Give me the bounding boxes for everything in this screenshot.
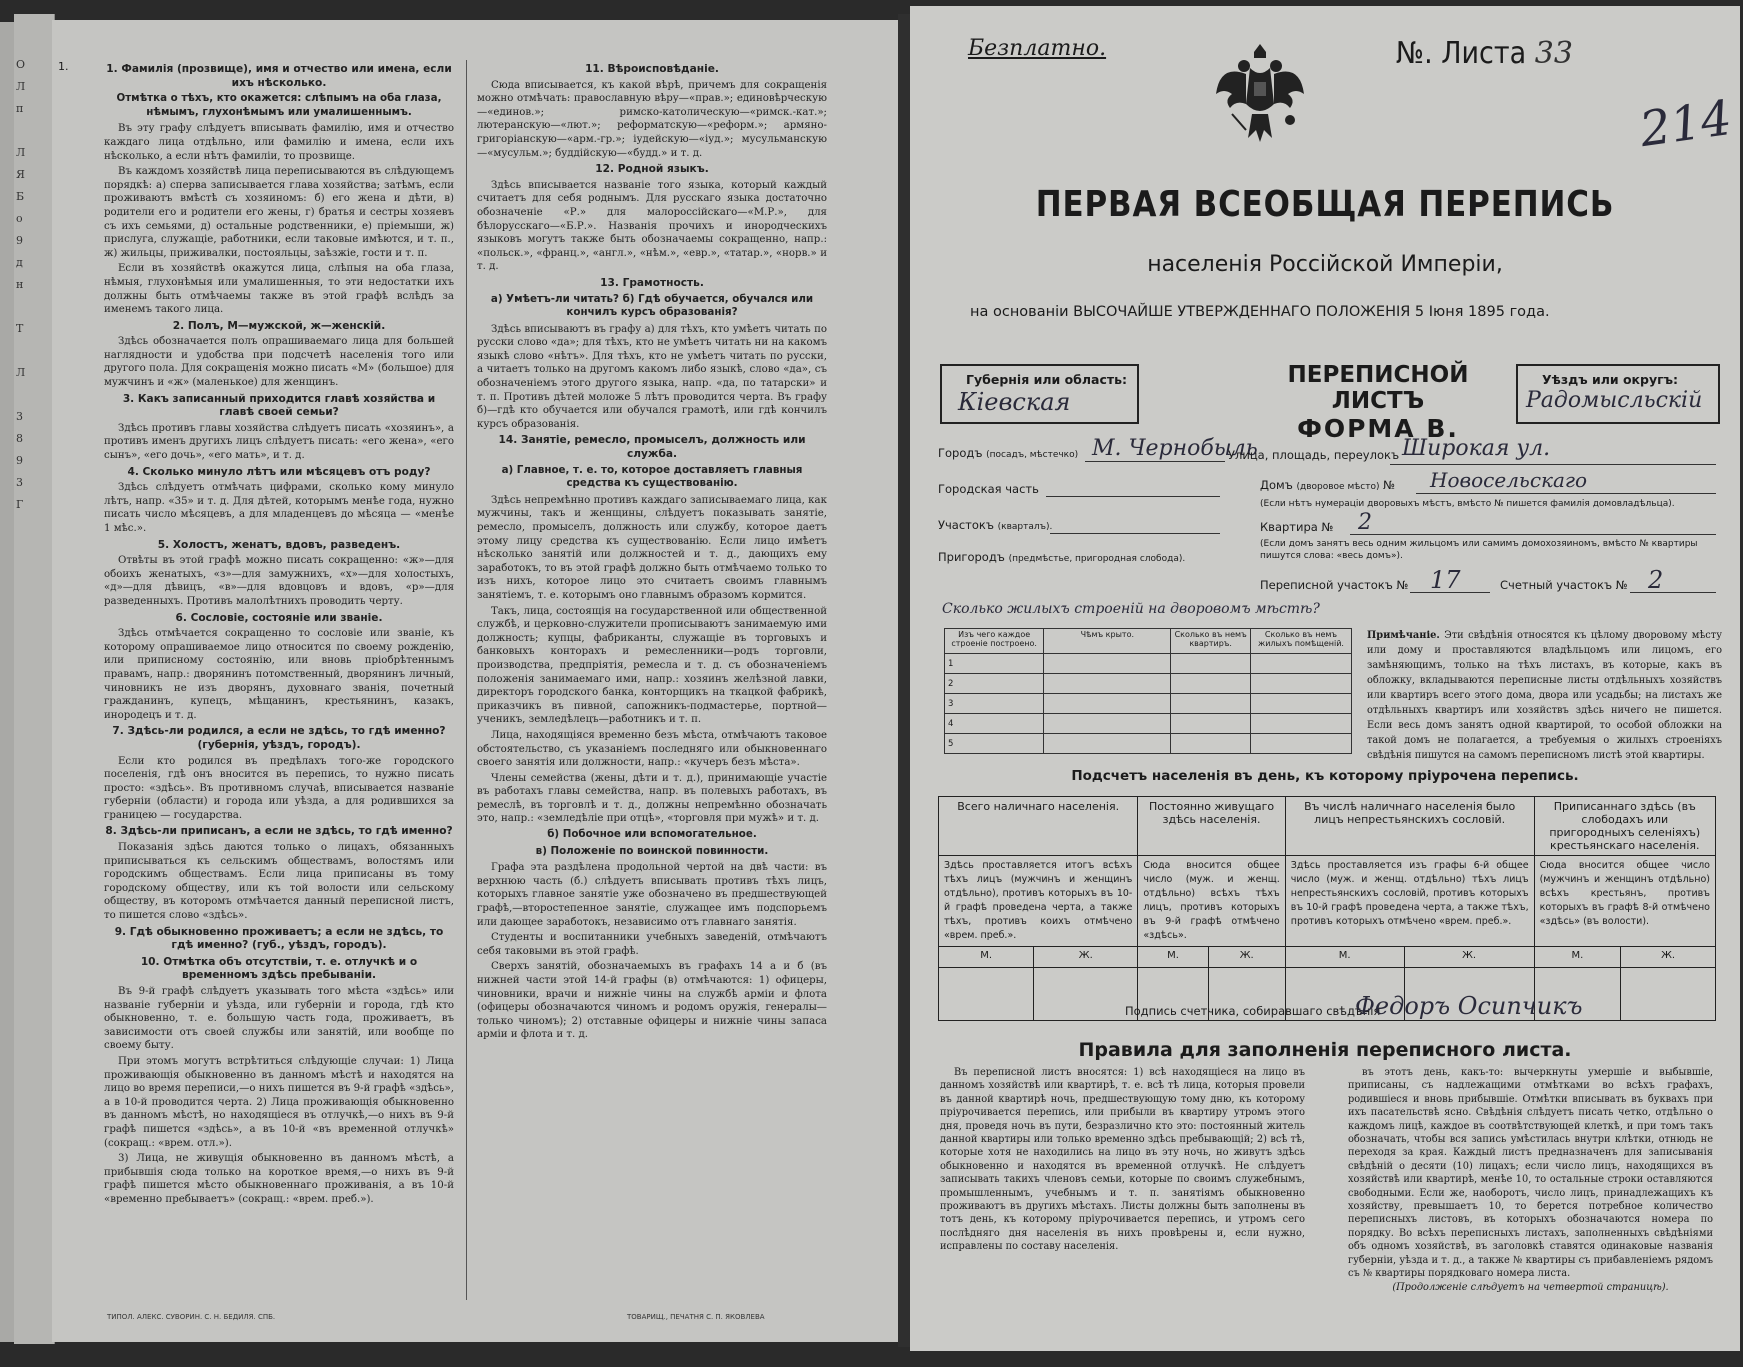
section-heading: 10. Отмѣтка объ отсутствіи, т. е. отлучкѣ и о временномъ здѣсь пребываніи.	[140, 955, 418, 982]
instruction-paragraph: Такъ, лица, состоящія на государственной или общественной службѣ, и церковно-служители прописываютъ занимаемую ими должность; купцы, фабриканты, служащіе въ торговыхъ и банковыхъ конторахъ и ремесленники—родъ торговли, производства, предпріятія, ремесла и т. д. съ обозначеніемъ положенія занимаемаго ими, напр.: хозяинъ желѣзной лавки, директоръ городского банка, конторщикъ на ткацкой фабрикѣ, приказчикъ въ пивной, сапожникъ-подмастерье, портной—ученикъ, земледѣлецъ—работникъ и т. п.	[477, 605, 827, 726]
male-column-label: М.	[1138, 947, 1208, 968]
buildings-cell: 1	[945, 654, 1044, 674]
buildings-row	[945, 714, 1352, 734]
margin-character: п	[16, 102, 24, 115]
sheet-number-value: 33	[1534, 36, 1573, 71]
street-value: Широкая ул.	[1402, 436, 1551, 461]
suburb-small: (предмѣстье, пригородная слобода).	[1008, 554, 1186, 564]
buildings-table	[944, 628, 1352, 754]
buildings-cell	[1251, 714, 1352, 734]
summary-description-cell: Сюда вносится общее число (муж. и женщ. отдѣльно) всѣхъ тѣхъ лицъ, противъ которыхъ въ 9-й графѣ отмѣчено «здѣсь».	[1138, 856, 1285, 947]
form-title	[1248, 362, 1508, 443]
archive-number-handwritten: 214	[1636, 89, 1736, 159]
census-basis: на основаніи ВЫСОЧАЙШЕ УТВЕРЖДЕННАГО ПОЛОЖЕНІЯ 5 Іюня 1895 года.	[970, 304, 1550, 320]
section-heading: 8. Здѣсь-ли приписанъ, а если не здѣсь, то гдѣ именно?	[105, 825, 453, 838]
buildings-cell: 2	[945, 674, 1044, 694]
buildings-cell	[1044, 694, 1171, 714]
rules-column-2	[1348, 1066, 1713, 1326]
column-divider	[466, 60, 467, 1300]
instruction-paragraph: Лица, находящіяся временно безъ мѣста, отмѣчаютъ таковое обстоятельство, съ указаніемъ последняго или обыкновеннаго своего занятія или должности, напр.: «кучеръ безъ мѣста».	[477, 729, 827, 769]
left-page-instructions	[52, 20, 901, 1342]
margin-character	[16, 340, 25, 362]
sheet-number-label: №. Листа	[1396, 36, 1527, 71]
note-text: Эти свѣдѣнія относятся къ цѣлому дворовому мѣсту или дому и проставляются владѣльцомъ или лицомъ, его замѣняющимъ, только на тѣхъ листахъ, въ которые, какъ въ обложку, вкладываются переписные листы отдѣльныхъ хозяйствъ или квартиръ всего этого дома, двора или усадьбы; на листахъ же отдѣльныхъ квартиръ или хозяйствъ здѣсь ничего не пишется. Если весь домъ занятъ одной квартирой, то особой обложки на такой домъ не полагается, а требуемыя о жилыхъ строеніяхъ свѣдѣнія пишутся на самомъ переписномъ листѣ этой квартиры.	[1367, 630, 1722, 761]
margin-character: о	[16, 212, 23, 225]
buildings-row	[945, 694, 1352, 714]
section-subheading: в) Положеніе по воинской повинности.	[535, 844, 769, 857]
instruction-paragraph: Въ 9-й графѣ слѣдуетъ указывать того мѣста «здѣсь» или названіе губерніи и уѣзда, или губерніи и города, гдѣ кто обыкновенно, т. е. большую часть года, проживаетъ, въ зависимости отъ своей службы или занятій, или вообще по своему быту.	[104, 986, 454, 1052]
house-note: (Если нѣтъ нумераціи дворовыхъ мѣстъ, вмѣсто № пишется фамилія домовладѣльца).	[1260, 499, 1675, 509]
rules-title: Правила для заполненія переписного листа.	[1078, 1039, 1572, 1061]
city-part-label: Городская часть	[938, 482, 1039, 496]
margin-character: 8	[16, 432, 23, 445]
female-column-label: Ж.	[1034, 947, 1138, 968]
note-head: Примѣчаніе.	[1367, 630, 1440, 641]
instruction-paragraph: Если въ хозяйствѣ окажутся лица, слѣпыя на оба глаза, нѣмыя, глухонѣмыя или умалишенныя, то эти недостатки ихъ должны быть отмѣчаемы также въ этой графѣ вслѣдъ за именемъ такого лица.	[104, 263, 454, 316]
section-heading: 13. Грамотность.	[600, 276, 704, 289]
margin-character: Г	[16, 498, 24, 511]
buildings-header-cell: Сколько въ немъ квартиръ.	[1171, 629, 1251, 654]
instruction-paragraph: Отвѣты въ этой графѣ можно писать сокращенно: «ж»—для обоихъ женатыхъ, «з»—для замужнихъ, «х»—для холостыхъ, «д»—для дѣвицъ, «в»—для вдовцовъ и вдовъ, «р»—для разведенныхъ. Противъ малолѣтнихъ проводить черту.	[104, 555, 454, 607]
rules-continued: (Продолженіе слѣдуетъ на четвертой страницѣ).	[1392, 1281, 1669, 1293]
female-column-label: Ж.	[1208, 947, 1285, 968]
male-column-label: М.	[1534, 947, 1621, 968]
buildings-row	[945, 734, 1352, 754]
buildings-cell	[1171, 654, 1251, 674]
buildings-cell	[1251, 674, 1352, 694]
city-underline	[1085, 461, 1225, 462]
female-column-label: Ж.	[1621, 947, 1716, 968]
gubernia-value: Кіевская	[958, 388, 1071, 416]
free-label: Безплатно.	[968, 36, 1107, 61]
house-no: №	[1383, 478, 1396, 492]
buildings-cell	[1171, 674, 1251, 694]
buildings-cell	[1044, 734, 1171, 754]
street-underline	[1390, 464, 1716, 465]
summary-value-cell	[1034, 968, 1138, 1021]
section-heading: 9. Гдѣ обыкновенно проживаетъ; а если не здѣсь, то гдѣ именно? (губ., уѣздъ, городъ).	[114, 925, 444, 952]
summary-header-cell: Всего наличнаго населенія.	[939, 797, 1138, 856]
census-area-label: Переписной участокъ №	[1260, 578, 1409, 592]
city-part-underline	[1046, 496, 1220, 497]
instruction-paragraph: Здѣсь противъ главы хозяйства слѣдуетъ писать «хозяинъ», а противъ именъ другихъ лицъ слѣдуетъ писать: «его жена», «его сынъ», «его дочь», «его мать», и т. д.	[104, 422, 454, 462]
margin-character	[16, 120, 25, 142]
instruction-paragraph: Здѣсь вписывается названіе того языка, который каждый считаетъ для себя роднымъ. Для русскаго языка достаточно обозначеніе «Р.» для малороссійскаго—«М.Р.», для бѣлорусскаго—«Б.Р.». Названія прочихъ и инородческихъ языковъ могутъ также быть обозначаемы сокращенно, напр.: «польск.», «франц.», «англ.», «нѣм.», «евр.», «татар.», «норв.» и т. д.	[477, 179, 827, 273]
instruction-paragraph: Здѣсь непремѣнно противъ каждаго записываемаго лица, как мужчины, такъ и женщины, слѣдуетъ показывать занятіе, ремесло, промыселъ, должность или службу, которое даетъ этому лицу средства къ существованію. Если лицо имѣетъ нѣсколько занятій или должностей и т. д., дающихъ ему заработокъ, то въ этой графѣ должно быть отмѣчаемо только то изъ нихъ, которое лицо это считаетъ своимъ главнымъ занятіемъ, т. е. которымъ оно главнымъ образомъ кормится.	[477, 494, 827, 601]
instruction-paragraph: Въ эту графу слѣдуетъ вписывать фамилію, имя и отчество каждаго лица отдѣльно, или фамилію и имена, если ихъ нѣсколько, а если нѣтъ фамиліи, то прозвище.	[104, 123, 454, 162]
buildings-cell	[1044, 654, 1171, 674]
cut-margin-characters	[16, 54, 25, 516]
section-heading: 14. Занятіе, ремесло, промыселъ, должность или служба.	[498, 434, 806, 461]
section-heading: 12. Родной языкъ.	[595, 163, 709, 176]
margin-character: н	[16, 278, 24, 291]
instruction-paragraph: Студенты и воспитанники учебныхъ заведеній, отмѣчаютъ себя таковыми въ этой графѣ.	[477, 932, 827, 957]
margin-character: О	[16, 58, 26, 71]
buildings-cell	[1251, 694, 1352, 714]
right-page-census-form	[910, 6, 1740, 1351]
count-area-label: Счетный участокъ №	[1500, 578, 1628, 592]
margin-character: 9	[16, 234, 23, 247]
instruction-paragraph: Здѣсь обозначается полъ опрашиваемаго лица для большей наглядности и удобства при подсчетѣ населенія того или другого пола. Для сокращенія можно писать «М» (большое) для мужчинъ и «ж» (маленькое) для женщинъ.	[104, 336, 454, 389]
double-headed-eagle-emblem	[1210, 34, 1310, 154]
summary-header-cell: Приписаннаго здѣсь (въ слободахъ или пригородныхъ селеніяхъ) крестьянскаго населенія.	[1534, 797, 1715, 856]
buildings-header-cell: Чѣмъ крыто.	[1044, 629, 1171, 654]
margin-character: 9	[16, 454, 23, 467]
gubernia-box	[940, 364, 1139, 424]
form-title-line2: ФОРМА В.	[1297, 414, 1459, 443]
instruction-paragraph: Здѣсь отмѣчается сокращенно то сословіе или званіе, къ которому опрашиваемое лицо относится по своему рожденію, или приписному состоянію, или вновь пріобрѣтеннымъ правамъ, напр.: дворянинъ потомственный, дворянинъ личный, чиновникъ не изъ дворянъ, духовнаго званія, почетный гражданинъ, купецъ, мѣщанинъ, крестьянинъ, казакъ, инородецъ и т. д.	[104, 628, 454, 721]
buildings-cell	[1044, 674, 1171, 694]
female-column-label: Ж.	[1404, 947, 1534, 968]
quarter-small: (кварталъ).	[997, 522, 1053, 532]
uezd-label: Уѣздъ или округъ:	[1542, 372, 1679, 387]
margin-character: Т	[16, 322, 24, 335]
summary-description-cell: Здѣсь проставляется итогъ всѣхъ тѣхъ лицъ (мужчинъ и женщинъ отдѣльно), противъ которыхъ въ 10-й графѣ проведена черта, а также тѣхъ, противъ коихъ отмѣчено «врем. преб.».	[939, 856, 1138, 947]
section-heading: 3. Какъ записанный приходится главѣ хозяйства и главѣ своей семьи?	[122, 392, 436, 419]
census-area-value: 17	[1430, 566, 1461, 594]
male-column-label: М.	[1285, 947, 1404, 968]
margin-character: Л	[16, 146, 26, 159]
instruction-paragraph: Сверхъ занятій, обозначаемыхъ въ графахъ 14 а и б (въ нижней части этой 14-й графы (в) отмѣчаются: 1) офицеры, чиновники, врачи и нижніе чины на службѣ арміи и флота (офицеры обозначаются чиномъ и родомъ оружія, генералы—только чиномъ); 2) отставные офицеры и нижніе чины запаса арміи и флота и т. д.	[477, 961, 827, 1041]
section-heading: 4. Сколько минуло лѣтъ или мѣсяцевъ отъ роду?	[127, 465, 431, 478]
instruction-paragraph: Показанія здѣсь даются только о лицахъ, обязанныхъ приписываться къ сельскимъ обществамъ, волостямъ или городскимъ обществамъ. Если лица приписаны въ тому городскому обществу, или къ той волости или сельскому обществу, въ которомъ отмѣчается данный переписной листъ, то пишется слово «здѣсь».	[104, 842, 454, 922]
buildings-cell	[1171, 694, 1251, 714]
buildings-row	[945, 654, 1352, 674]
instruction-paragraph: Въ каждомъ хозяйствѣ лица переписываются въ слѣдующемъ порядкѣ: а) сперва записывается глава хозяйства; затѣмъ, если проживаютъ вмѣстѣ съ хозяиномъ: б) его жена и дѣти, в) родители его и родители его жены, г) братья и сестры хозяевъ съ ихъ семьями, д) остальные родственники, е) пріемыши, ж) прислуга, служащіе, работники, если таковые имѣются, и т. п., ж) жильцы, приживалки, постояльцы, заѣзжіе, гости и т. п.	[104, 166, 454, 259]
buildings-cell	[1171, 734, 1251, 754]
buildings-cell	[1171, 714, 1251, 734]
house-small: (дворовое мѣсто)	[1296, 482, 1380, 492]
section-subheading: Отмѣтка о тѣхъ, кто окажется: слѣпымъ на оба глаза, нѣмымъ, глухонѣмымъ или умалишеннымъ.	[116, 92, 442, 118]
instructions-column-2	[477, 60, 827, 1300]
buildings-cell	[1044, 714, 1171, 734]
printer-imprint-left: ТИПОЛ. АЛЕКС. СУВОРИН. С. Н. БЕДИЛЯ. СПБ.	[107, 1313, 276, 1321]
page-stack-edge-2	[14, 14, 55, 1344]
summary-description-cell: Сюда вносится общее число (мужчинъ и женщинъ отдѣльно) всѣхъ крестьянъ, противъ которыхъ въ графѣ 8-й отмѣчено «здѣсь» (въ волости).	[1534, 856, 1715, 947]
summary-header-cell: Въ числѣ наличнаго населенія было лицъ непрестьянскихъ сословій.	[1285, 797, 1534, 856]
gubernia-label: Губернія или область:	[966, 372, 1128, 387]
section-subheading: а) Главное, т. е. то, которое доставляетъ главныя средства къ существованію.	[501, 463, 803, 490]
count-area-underline	[1630, 592, 1716, 593]
enumerator-signature: Федоръ Осипчикъ	[1355, 992, 1583, 1020]
male-column-label: М.	[939, 947, 1034, 968]
buildings-note	[1367, 628, 1722, 763]
count-area-value: 2	[1648, 566, 1664, 594]
buildings-cell	[1251, 734, 1352, 754]
section-subheading: б) Побочное или вспомогательное.	[547, 828, 757, 841]
house-field	[1260, 478, 1395, 492]
section-heading: 1. Фамилія (прозвище), имя и отчество или имена, если ихъ нѣсколько.	[106, 63, 452, 89]
rules-text-2: въ этотъ день, какъ-то: вычеркнуты умершіе и выбывшіе, приписаны, съ надлежащими отмѣтками во всѣхъ графахъ, родившіеся и вновь прибывшіе. Отмѣтки вписывать въ буквахъ при ихъ пасательствѣ ясно. Свѣдѣнія слѣдуетъ писать четко, отдѣльно о каждомъ лицѣ, каждое въ соотвѣтствующей клеткѣ, и при томъ такъ обозначать, чтобы вся запись умѣстилась внутри клѣтки, отнюдь не переходя за края. Каждый листъ предназначенъ для записыванія свѣдѣній о десяти (10) лицахъ; если число лицъ, находящихся въ хозяйствѣ или квартирѣ, менѣе 10, то остальные строки оставляются свободными. Если же, наоборотъ, число лицъ, принадлежащихъ къ хозяйству, превышаетъ 10, то берется потребное количество переписныхъ листовъ, въ которыхъ обозначаются номера по порядку. Во всѣхъ переписныхъ листахъ, заполненныхъ свѣдѣніями объ одномъ хозяйствѣ, въ заголовкѣ ставятся одинаковые названія губерніи, уѣзда и т. д., а также № квартиры съ прибавленіемъ рядомъ съ № квартиры порядковаго номера листа.	[1348, 1067, 1713, 1280]
quarter-underline	[1050, 533, 1220, 534]
summary-value-cell	[939, 968, 1034, 1021]
census-title: ПЕРВАЯ ВСЕОБЩАЯ ПЕРЕПИСЬ	[1035, 184, 1615, 225]
form-title-line1: ПЕРЕПИСНОЙ ЛИСТЪ	[1287, 362, 1469, 414]
margin-character: Л	[16, 366, 26, 379]
apt-value: 2	[1358, 510, 1372, 535]
buildings-header-cell: Сколько въ немъ жилыхъ помѣщеній.	[1251, 629, 1352, 654]
margin-character	[16, 296, 25, 318]
instruction-paragraph: Здѣсь слѣдуетъ отмѣчать цифрами, сколько кому минуло лѣтъ, напр. «35» и т. д. Для дѣтей, которымъ менѣе года, нужно писать число мѣсяцевъ, а для младенцевъ до мѣсяца — «менѣе 1 мѣс.».	[104, 482, 454, 534]
apt-note: (Если домъ занятъ весь одним жильцомъ или самимъ домохозяиномъ, вмѣсто № квартиры пишутся слова: «весь домъ»).	[1260, 539, 1698, 561]
book-gutter	[898, 14, 910, 1347]
rules-text-1: Въ переписной листъ вносятся: 1) всѣ находящіеся на лицо въ данномъ хозяйствѣ или квартирѣ, т. е. всѣ тѣ лица, которыя провели въ данной квартирѣ ночь, предшествующую тому дню, къ которому пріурочивается перепись, или прибыли въ квартиру утромъ этого дня, проведя ночь въ пути, безразлично кто это: постоянный житель данной квартиры или только временно здѣсь пребывающій; 2) всѣ тѣ, которые хотя не находились на лицо въ эту ночь, но живутъ здѣсь обыкновенно и находятся въ временной отлучкѣ. Не слѣдуетъ записывать такихъ членовъ семьи, которые по своимъ служебнымъ, промышленнымъ, учебнымъ и т. п. занятіямъ обыкновенно проживаютъ въ другихъ мѣстахъ. Листы должны быть заполнены въ тотъ день, къ которому пріурочивается перепись, и утромъ сего послѣдняго дня населенія въ нихъ провѣрены и, если нужно, исправлены по составу населенія.	[940, 1067, 1305, 1253]
section-heading: 2. Полъ, М—мужской, ж—женскій.	[172, 319, 386, 332]
census-subtitle: населенія Россійской Имперіи,	[1147, 252, 1503, 277]
summary-description-cell: Здѣсь проставляется изъ графы 6-й общее число (муж. и женщ. отдѣльно) тѣхъ лицъ непрестьянскихъ сословій, противъ которыхъ въ 10-й графѣ проведена черта, а также тѣхъ, противъ которыхъ отмѣчено «врем. преб.».	[1285, 856, 1534, 947]
summary-title: Подсчетъ населенія въ день, къ которому пріурочена перепись.	[1071, 768, 1579, 784]
rules-column-1	[940, 1066, 1305, 1326]
buildings-cell: 4	[945, 714, 1044, 734]
section-heading: 7. Здѣсь-ли родился, а если не здѣсь, то гдѣ именно? (губернія, уѣздъ, городъ).	[112, 725, 446, 751]
city-value: М. Чернобыль	[1092, 436, 1258, 461]
street-label: Улица, площадь, переулокъ	[1228, 448, 1400, 462]
margin-character: Б	[16, 190, 25, 203]
summary-value-cell	[1621, 968, 1716, 1021]
section-heading: 6. Сословіе, состояніе или званіе.	[175, 611, 383, 624]
instruction-paragraph: Здѣсь вписываютъ въ графу а) для тѣхъ, кто умѣетъ читать по русски слово «да»; для тѣхъ, кто не умѣетъ читать ни на какомъ языкѣ слово «нѣтъ». Для тѣхъ, кто не умѣетъ читать по русски, а читаетъ только на другомъ какомъ либо языкѣ, слово «да», съ обозначеніемъ этого другого языка, напр. «да, по татарски» и т. п. Противъ дѣтей моложе 5 лѣтъ проводится черта. Въ графу б)—гдѣ кто обучается или обучался грамотѣ, или гдѣ кончилъ курсъ образованія.	[477, 323, 827, 430]
buildings-row	[945, 674, 1352, 694]
printer-imprint-right: ТОВАРИЩ., ПЕЧАТНЯ С. П. ЯКОВЛЕВА	[627, 1313, 765, 1321]
page-marker: 1.	[58, 60, 69, 73]
margin-character: 3	[16, 476, 23, 489]
margin-character: Я	[16, 168, 25, 181]
summary-header-cell: Постоянно живущаго здѣсь населенія.	[1138, 797, 1285, 856]
buildings-header-cell: Изъ чего каждое строеніе построено.	[945, 629, 1044, 654]
sheet-number	[1396, 36, 1573, 71]
suburb-field	[938, 550, 1185, 564]
margin-character	[16, 384, 25, 406]
instructions-column-1	[104, 60, 454, 1300]
summary-table	[938, 796, 1716, 1021]
enumerator-signature-label: Подпись счетчика, собиравшаго свѣдѣнія	[1125, 1004, 1381, 1018]
section-heading: 5. Холостъ, женатъ, вдовъ, разведенъ.	[157, 538, 401, 551]
city-small: (посадъ, мѣстечко)	[986, 450, 1079, 460]
instruction-paragraph: При этомъ могутъ встрѣтиться слѣдующіе случаи: 1) Лица проживающія обыкновенно въ данномъ мѣстѣ и находятся на лицо во время переписи,—о нихъ пишется въ 9-й графѣ «здѣсь», а в 10-й проводится черта. 2) Лица проживающія обыкновенно въ данномъ мѣстѣ, но находящіеся въ отлучкѣ,—о нихъ въ 9-й графѣ пишется «здѣсь», а въ 10-й «въ временной отлучкѣ» (сокращ.: «врем. отл.»).	[104, 1055, 454, 1149]
margin-character: 3	[16, 410, 23, 423]
uezd-box	[1516, 364, 1720, 424]
instruction-paragraph: 3) Лица, не живущія обыкновенно въ данномъ мѣстѣ, а прибывшія сюда только на короткое время,—о нихъ въ 9-й графѣ пишется мѣсто обыкновеннаго проживанія, а въ 10-й «временно пребываетъ» (сокращ.: «врем. преб.»).	[104, 1153, 454, 1205]
apt-label: Квартира №	[1260, 520, 1334, 534]
buildings-question: Сколько жилыхъ строеній на дворовомъ мѣстѣ?	[942, 601, 1320, 617]
house-value: Новосельскаго	[1430, 468, 1588, 492]
buildings-cell: 3	[945, 694, 1044, 714]
margin-character: Л	[16, 80, 26, 93]
city-field	[938, 446, 1078, 460]
apt-underline	[1350, 534, 1716, 535]
buildings-cell: 5	[945, 734, 1044, 754]
uezd-value: Радомысльскій	[1526, 388, 1703, 413]
quarter-label: Участокъ	[938, 518, 994, 532]
instruction-paragraph: Если кто родился въ предѣлахъ того-же городского поселенія, гдѣ онъ вносится въ перепись, то нужно писать просто: «здѣсь». Въ противномъ случаѣ, вписывается названіе губерніи (области) и города или уѣзда, а для родившихся за границею — государства.	[104, 755, 454, 821]
house-underline	[1416, 493, 1716, 494]
margin-character: д	[16, 256, 23, 269]
instruction-paragraph: Члены семейства (жены, дѣти и т. д.), принимающіе участіе въ работахъ главы семейства, напр. въ полевыхъ работахъ, въ ремеслѣ, въ торговлѣ и т. д., должны непремѣнно обозначать это, напр.: «земледѣліе при отцѣ», «торговля при мужѣ» и т. д.	[477, 772, 827, 825]
suburb-label: Пригородъ	[938, 550, 1005, 564]
instruction-paragraph: Сюда вписывается, къ какой вѣрѣ, причемъ для сокращенія можно отмѣчать: православную вѣру—«прав.»; единовѣрческую—«единов.»; римско-католическую—«римск.-кат.»; лютеранскую—«лют.»; реформатскую—«реформ.»; армяно-григоріанскую—«арм.-гр.»; іудейскую—«іуд.»; мусульманскую—«мусульм.»; буддійскую—«будд.» и т. д.	[477, 79, 827, 159]
section-heading: 11. Вѣроисповѣданіе.	[585, 63, 719, 75]
instruction-paragraph: Графа эта раздѣлена продольной чертой на двѣ части: въ верхнюю часть (б.) слѣдуетъ вписывать противъ тѣхъ лицъ, которыхъ главное занятіе уже обозначено въ предшествующей графѣ,—второстепенное занятіе, служащее имъ подспорьемъ или дающее заработокъ, независимо отъ главнаго занятія.	[477, 862, 827, 928]
house-label: Домъ	[1260, 478, 1293, 492]
quarter-field	[938, 518, 1052, 532]
section-subheading: а) Умѣетъ-ли читать? б) Гдѣ обучается, обучался или кончилъ курсъ образованія?	[490, 292, 814, 319]
city-label: Городъ	[938, 446, 983, 460]
buildings-cell	[1251, 654, 1352, 674]
